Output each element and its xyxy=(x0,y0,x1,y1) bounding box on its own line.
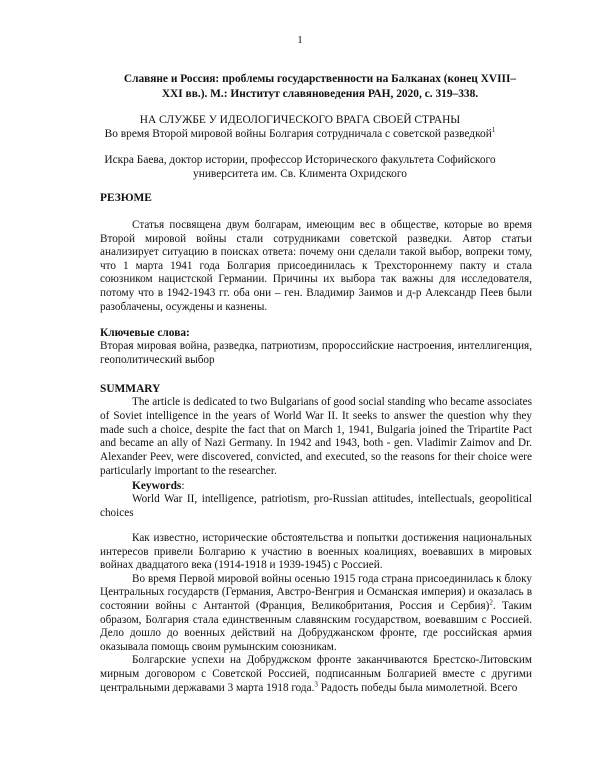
footnote-ref-1[interactable]: 1 xyxy=(491,126,496,135)
keywords-en-heading xyxy=(100,479,532,493)
citation-line-2: XXI вв.). М.: Институт славяноведения РАН, 2020, с. 319–338. xyxy=(161,88,479,100)
resume-heading: РЕЗЮМЕ xyxy=(100,192,152,204)
author-line-1: Искра Баева, доктор истории, профессор Исторического факультета Софийского xyxy=(104,154,496,166)
article-body xyxy=(100,532,532,695)
citation-line-1: Славяне и Россия: проблемы государственности на Балканах (конец XVIII– xyxy=(123,73,517,85)
summary-heading: SUMMARY xyxy=(100,383,161,395)
p3-text-a: Болгарские успехи на Добруджском фронте заканчиваются Брестско-Литовским мирным договором с Советской Россией, подписанным Болгарией вместе с другими центральными державами 3 марта 1918 года. xyxy=(100,654,532,694)
article-title xyxy=(60,113,540,141)
page-number: 1 xyxy=(297,34,303,46)
footnote-ref-3[interactable]: 3 xyxy=(314,679,318,688)
keywords-en-label: Keywords xyxy=(132,479,182,492)
resume-section xyxy=(100,191,532,314)
author-line-2: университета им. Св. Климента Охридского xyxy=(193,168,407,180)
summary-section xyxy=(100,382,532,520)
resume-text: Статья посвящена двум болгарам, имеющим вес в обществе, которые во время Второй мировой войны стали сотрудниками советской разведки. Автор статьи анализирует ситуацию в поисках ответа: почему они сделали такой выбор, вопреки тому, что 1 марта 1941 года Болгария присоединилась к Трехстороннему пакту и стала союзником нацистской Германии. Причины их выбора так важны для исследователя, потому что в 1942-1943 гг. оба они – ген. Владимир Заимов и д-р Александр Пеев были разоблачены, осуждены и казнены. xyxy=(100,219,532,313)
title-subtitle xyxy=(60,127,540,141)
body-paragraph-3 xyxy=(100,654,532,695)
p2-text-a: Во время Первой мировой войны осенью 1915 года страна присоединилась к блоку Центральных государств (Германия, Австро-Венгрия и Османская империя) и оказалась в состоянии войны с Антантой (Франция, Великобритания, Россия и Сербия) xyxy=(100,572,532,612)
footnote-ref-2[interactable]: 2 xyxy=(489,598,493,607)
p2-text-b: . Таким образом, Болгария стала единственным славянским государством, воевавшим с Россией. Дело дошло до военных действий на Добруджанском фронте, где российская армия оказывала помощь своим румынским союзникам. xyxy=(100,599,532,653)
subtitle-text: Во время Второй мировой войны Болгария сотрудничала с советской разведкой xyxy=(104,128,492,140)
summary-text: The article is dedicated to two Bulgarians of good social standing who became associates of Soviet intelligence in the years of World War II. It seeks to answer the question why they made such a choice, despite the fact that on March 1, 1941, Bulgaria joined the Tripartite Pact and became an ally of Nazi Germany. In 1942 and 1943, both - gen. Vladimir Zaimov and Dr. Alexander Peev, were discovered, convicted, and executed, so the reasons for their choice were particularly important to the researcher. xyxy=(100,396,532,477)
body-paragraph-1: Как известно, исторические обстоятельства и попытки достижения национальных интересов привели Болгарию к участию в военных коалициях, воевавших в мировых войнах двадцатого века (1914-1918 и 1939-1945) с Россией. xyxy=(100,532,532,572)
p3-text-b: Радость победы была мимолетной. Всего xyxy=(317,681,518,694)
citation xyxy=(100,72,540,102)
keywords-en-colon: : xyxy=(181,479,185,492)
author-info xyxy=(60,153,540,181)
keywords-ru-section xyxy=(100,326,532,367)
keywords-en-text: World War II, intelligence, patriotism, pro-Russian attitudes, intellectuals, geopolitical choices xyxy=(100,492,532,519)
keywords-ru-heading: Ключевые слова: xyxy=(100,327,190,339)
title-main: НА СЛУЖБЕ У ИДЕОЛОГИЧЕСКОГО ВРАГА СВОЕЙ СТРАНЫ xyxy=(139,114,461,126)
keywords-ru-text: Вторая мировая война, разведка, патриотизм, пророссийские настроения, интеллигенция, геополитический выбор xyxy=(100,340,532,366)
body-paragraph-2 xyxy=(100,573,532,655)
